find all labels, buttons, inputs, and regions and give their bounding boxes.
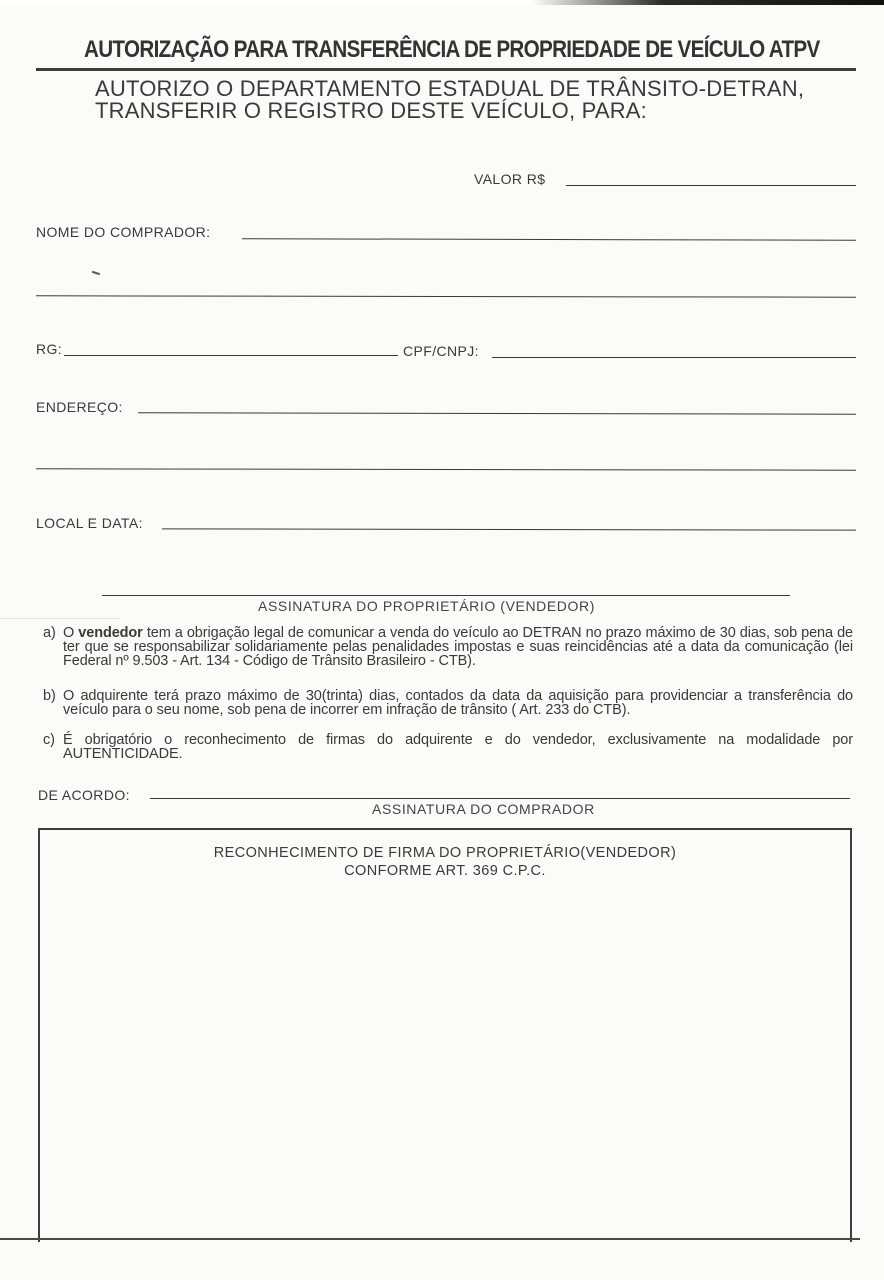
scan-top-edge [0, 0, 884, 5]
firma-box-title [40, 844, 850, 880]
clause-a [43, 626, 855, 686]
cpf-cnpj-field-line[interactable] [492, 357, 856, 358]
local-data-field-line[interactable] [162, 528, 856, 531]
endereco-field-line-2[interactable] [36, 468, 856, 471]
proprietario-signature-line[interactable] [102, 595, 790, 596]
authorization-line-1: AUTORIZO O DEPARTAMENTO ESTADUAL DE TRÂNSITO-DETRAN, [95, 76, 805, 101]
clause-c [43, 733, 855, 765]
clause-a-marker: a) [43, 625, 56, 641]
comprador-label: NOME DO COMPRADOR: [36, 224, 211, 240]
cpf-cnpj-label: CPF/CNPJ: [403, 343, 479, 359]
clause-a-body: tem a obrigação legal de comunicar a venda do veículo ao DETRAN no prazo máximo de 30 dias, sob pena de ter que se responsabilizar solidariamente pelas penalidades impostas e suas reincidências até a data da comunicação (lei Federal nº 9.503 - Art. 134 - Código de Trânsito Brasileiro - CTB). [63, 625, 853, 669]
clause-a-bold: vendedor [78, 625, 143, 641]
local-data-label: LOCAL E DATA: [36, 515, 143, 531]
de-acordo-label: DE ACORDO: [38, 787, 130, 803]
title-underline [36, 68, 856, 71]
rg-label: RG: [36, 341, 63, 357]
clause-b-marker: b) [43, 688, 56, 704]
comprador-signature-caption: ASSINATURA DO COMPRADOR [372, 801, 595, 817]
valor-field-line[interactable] [566, 185, 856, 186]
authorization-line-2: TRANSFERIR O REGISTRO DESTE VEÍCULO, PARA: [95, 98, 647, 123]
valor-label: VALOR R$ [474, 171, 546, 187]
comprador-field-line-2[interactable] [36, 295, 856, 298]
comprador-signature-line[interactable] [150, 798, 850, 799]
clause-a-pre: O [63, 625, 79, 641]
clause-c-marker: c) [43, 732, 55, 748]
form-title: AUTORIZAÇÃO PARA TRANSFERÊNCIA DE PROPRIEDADE DE VEÍCULO ATPV [84, 36, 820, 63]
page-bottom-edge [0, 1238, 860, 1240]
clause-a-text [63, 626, 853, 668]
clause-b [43, 689, 855, 721]
firma-box-line-1: RECONHECIMENTO DE FIRMA DO PROPRIETÁRIO(VENDEDOR) [213, 845, 677, 861]
clause-c-text: É obrigatório o reconhecimento de firmas do adquirente e do vendedor, exclusivamente na modalidade por AUTENTICIDADE. [63, 732, 853, 762]
endereco-label: ENDEREÇO: [36, 399, 123, 415]
firma-box[interactable] [38, 828, 852, 1242]
clause-b-text: O adquirente terá prazo máximo de 30(trinta) dias, contados da data da aquisição para providenciar a transferência do veículo para o seu nome, sob pena de incorrer em infração de trânsito ( Art. 233 do CTB). [63, 688, 853, 718]
pen-mark [92, 271, 100, 275]
rg-field-line[interactable] [64, 355, 398, 356]
comprador-field-line[interactable] [242, 238, 856, 241]
firma-box-line-2: CONFORME ART. 369 C.P.C. [344, 863, 546, 879]
proprietario-signature-caption: ASSINATURA DO PROPRIETÁRIO (VENDEDOR) [258, 598, 595, 614]
endereco-field-line[interactable] [138, 412, 856, 415]
